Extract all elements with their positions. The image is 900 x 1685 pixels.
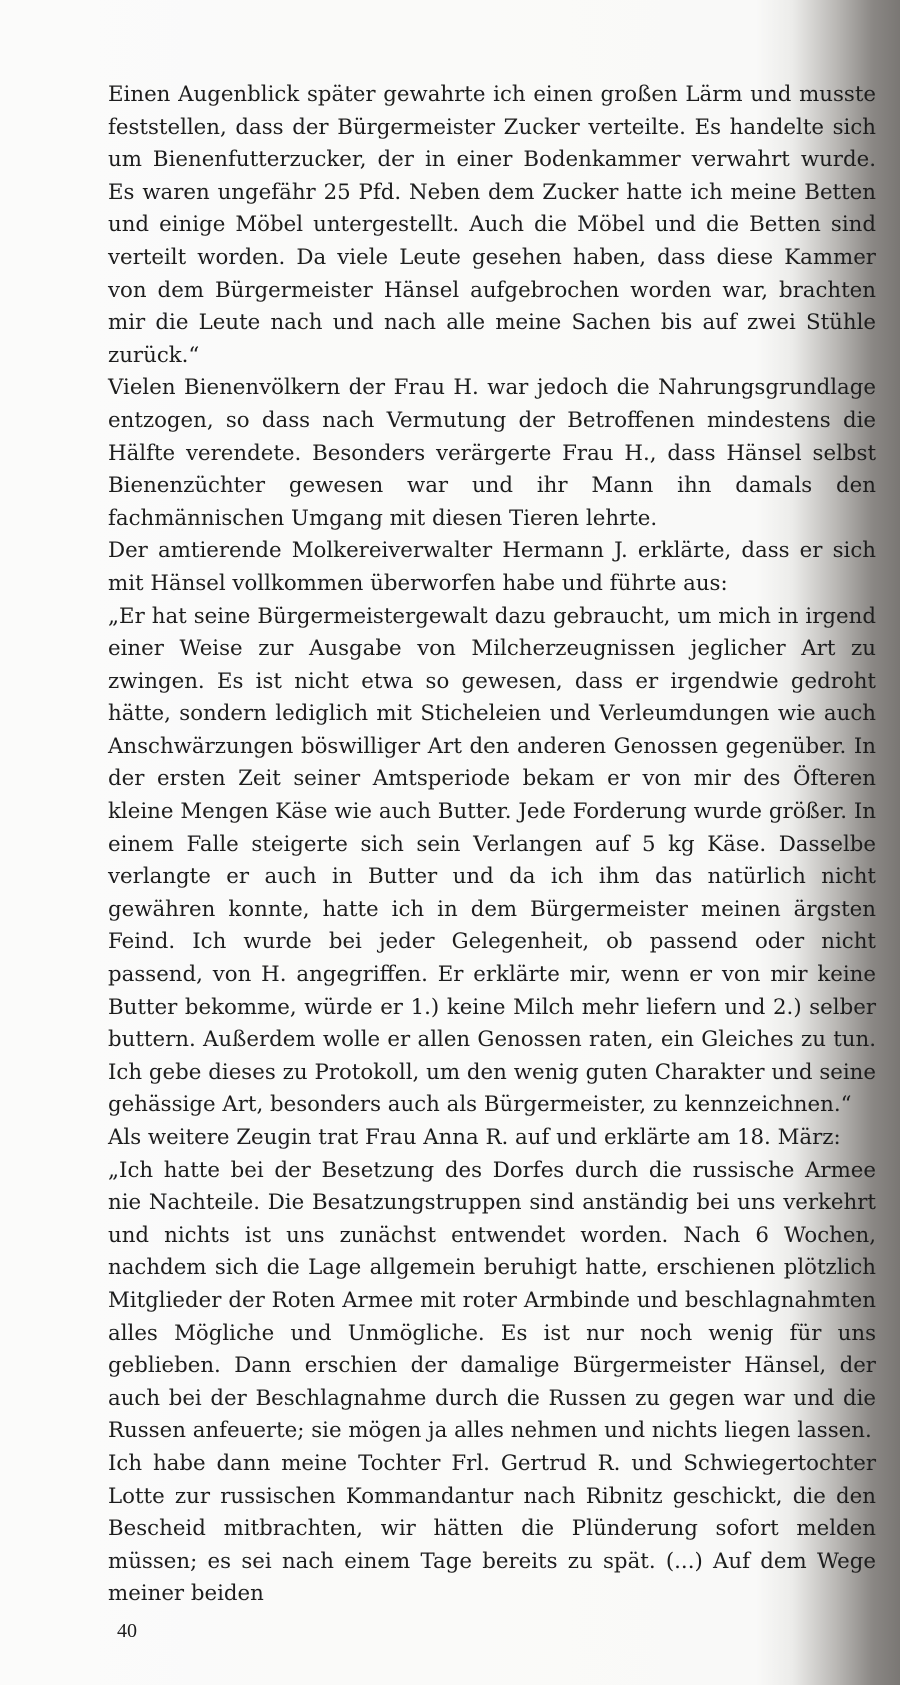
paragraph: Als weitere Zeugin trat Frau Anna R. auf und erklärte am 18. März:	[108, 1125, 841, 1150]
paragraph: „Ich hatte bei der Besetzung des Dorfes durch die russische Armee nie Nachteile. Die Besatzungstruppen sind anständig bei uns verkehrt und nichts ist uns zunächst entwendet worden. Nach 6 Wochen, nachdem sich die Lage allgemein beruhigt hatte, erschienen plötzlich Mitglieder der Roten Armee mit roter Armbinde und beschlagnahmten alles Mögliche und Unmögliche. Es ist nur noch wenig für uns geblieben. Dann erschien der damalige Bürgermeister Hänsel, der auch bei der Beschlagnahme durch die Russen zu gegen war und die Russen anfeuerte; sie mögen ja alles nehmen und nichts liegen lassen.	[108, 1157, 876, 1444]
paragraph: Der amtierende Molkereiverwalter Hermann J. erklärte, dass er sich mit Hänsel vollkommen überworfen habe und führte aus:	[108, 538, 876, 596]
paragraph: Einen Augenblick später gewahrte ich einen großen Lärm und musste feststellen, dass der Bürgermeister Zucker verteilte. Es handelte sich um Bienenfutterzucker, der in einer Bodenkammer verwahrt wurde. Es waren ungefähr 25 Pfd. Neben dem Zucker hatte ich meine Betten und einige Möbel untergestellt. Auch die Möbel und die Betten sind verteilt worden. Da viele Leute gesehen haben, dass diese Kammer von dem Bürgermeister Hänsel aufgebrochen worden war, brachten mir die Leute nach und nach alle meine Sachen bis auf zwei Stühle zurück.“	[108, 82, 876, 368]
paragraph: „Er hat seine Bürgermeistergewalt dazu gebraucht, um mich in irgend einer Weise zur Ausgabe von Milcherzeugnissen jeglicher Art zu zwingen. Es ist nicht etwa so gewesen, dass er irgendwie gedroht hätte, sondern lediglich mit Sticheleien und Verleumdungen wie auch Anschwärzungen böswilliger Art den anderen Genossen gegenüber. In der ersten Zeit seiner Amtsperiode bekam er von mir des Öfteren kleine Mengen Käse wie auch Butter. Jede Forderung wurde größer. In einem Falle steigerte sich sein Verlangen auf 5 kg Käse. Dasselbe verlangte er auch in Butter und da ich ihm das natürlich nicht gewähren konnte, hatte ich in dem Bürgermeister meinen ärgsten Feind. Ich wurde bei jeder Gelegenheit, ob passend oder nicht passend, von H. angegriffen. Er erklärte mir, wenn er von mir keine Butter bekomme, würde er 1.) keine Milch mehr liefern und 2.) selber buttern. Außerdem wolle er allen Genossen raten, ein Gleiches zu tun. Ich gebe dieses zu Protokoll, um den wenig guten Charakter und seine gehässige Art, besonders auch als Bürgermeister, zu kennzeichnen.“	[108, 603, 876, 1118]
page-number: 40	[117, 1620, 137, 1642]
paragraph: Ich habe dann meine Tochter Frl. Gertrud R. und Schwiegertochter Lotte zur russischen Kommandantur nach Ribnitz geschickt, die den Bescheid mitbrachten, wir hätten die Plünderung sofort melden müssen; es sei nach einem Tage bereits zu spät. (...) Auf dem Wege meiner beiden	[108, 1450, 876, 1607]
paragraph: Vielen Bienenvölkern der Frau H. war jedoch die Nahrungsgrundlage entzogen, so dass nach Vermutung der Betroffenen mindestens die Hälfte verendete. Besonders verärgerte Frau H., dass Hänsel selbst Bienenzüchter gewesen war und ihr Mann ihn damals den fachmännischen Umgang mit diesen Tieren lehrte.	[108, 375, 876, 531]
body-text	[108, 79, 876, 1611]
